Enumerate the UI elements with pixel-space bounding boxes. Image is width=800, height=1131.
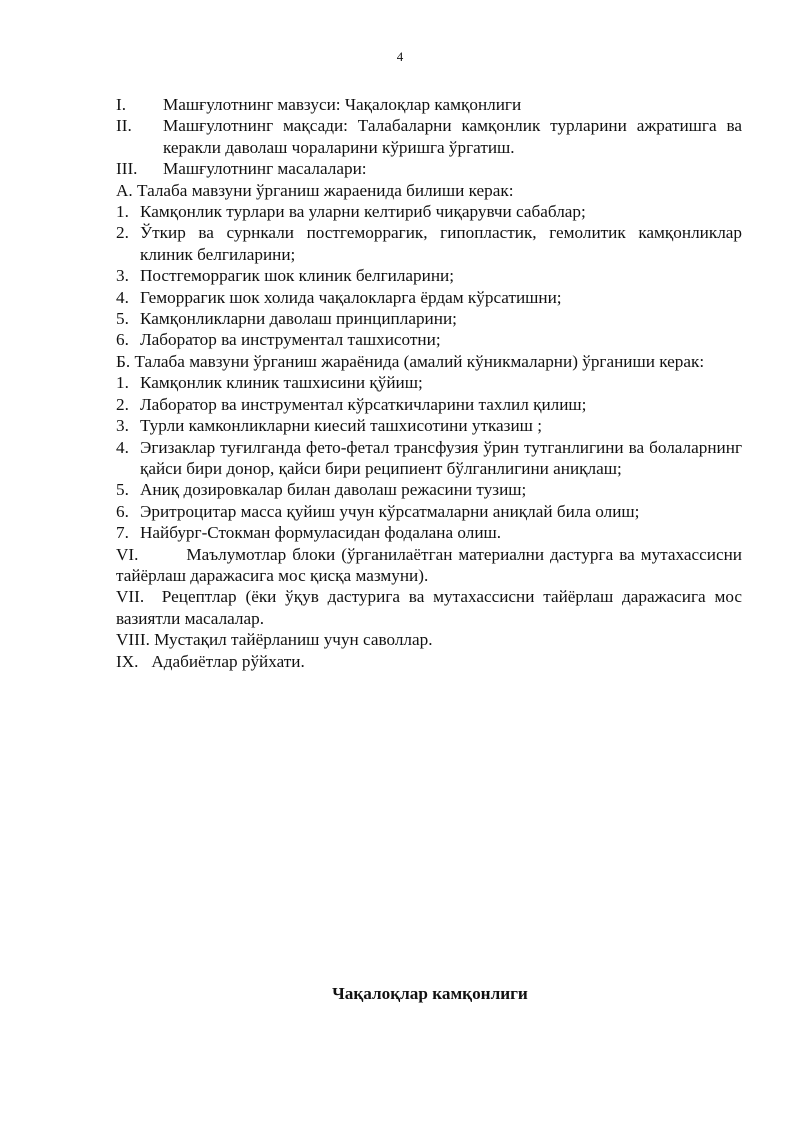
list-item-label: 1. [116,202,129,222]
section-b-item-6 [116,501,742,522]
list-item-label: 4. [116,437,129,457]
section-a-item-6 [116,329,742,350]
header-item-1 [116,94,742,115]
list-item-text: Камқонликларни даволаш принципларини; [140,309,457,329]
footer-item-viii: VIII. Мустақил тайёрланиш учун саволлар. [116,630,433,650]
list-item-text: Найбург-Стокман формуласидан фодалана олиш. [140,523,502,543]
header-item-2 [116,115,742,158]
section-b-item-1 [116,372,742,393]
list-item-text: Эгизаклар туғилганда фето-фетал трансфузия ўрин тутганлигини ва болаларнинг қайси бири донор, қайси бири реципиент бўлганлигини аниқлаш; [140,437,742,478]
list-item-label: 4. [116,287,129,307]
list-item-label: 6. [116,501,129,521]
footer-item-ix: IX. Адабиётлар рўйхати. [116,651,305,671]
section-b-item-7 [116,522,742,543]
list-item-text: Камқонлик турлари ва уларни келтириб чиқарувчи сабаблар; [140,202,586,222]
section-a-item-2 [116,222,742,265]
list-item-label: 6. [116,330,129,350]
list-item-label: 5. [116,480,129,500]
section-b-item-2 [116,394,742,415]
list-item-text: Камқонлик клиник ташхисини қўйиш; [140,373,423,393]
list-item-label: 5. [116,309,129,329]
list-item-label: 3. [116,416,129,436]
list-item-text: Турли камконликларни киесий ташхисотини утказиш ; [140,416,542,436]
section-a-item-1 [116,201,742,222]
header-item-label: II. [116,116,132,136]
page-number: 4 [396,49,404,64]
list-item-text: Лаборатор ва инструментал кўрсаткичларини тахлил қилиш; [140,394,587,414]
list-item-label: 7. [116,523,129,543]
section-a-title: А. Талаба мавзуни ўрганиш жараенида билиши керак: [116,180,514,200]
list-item-text: Ўткир ва сурнкали постгеморрагик, гипопластик, гемолитик камқонликлар клиник белгиларини; [140,223,742,264]
list-item-text: Аниқ дозировкалар билан даволаш режасини тузиш; [140,480,527,500]
list-item-label: 3. [116,266,129,286]
list-item-label: 1. [116,373,129,393]
document-body [116,94,747,672]
section-a-item-3 [116,265,742,286]
list-item-text: Эритроцитар масса қуйиш учун кўрсатмаларни аниқлай била олиш; [140,501,640,521]
footer-item-vii: VII. Рецептлар (ёки ўқув дастурига ва мутахассисни тайёрлаш даражасига мос вазиятли масалалар. [116,587,747,628]
header-item-3 [116,158,742,179]
header-item-text: Машғулотнинг мавзуси: Чақалоқлар камқонлиги [163,95,522,114]
section-b-item-4 [116,437,742,480]
header-item-text: Машғулотнинг мақсади: Талабаларни камқонлик турларини ажратишга ва керакли даволаш чораларини кўришга ўргатиш. [163,116,742,157]
list-item-label: 2. [116,223,129,243]
section-b-item-3 [116,415,742,436]
list-item-label: 2. [116,394,129,414]
section-b-item-5 [116,479,742,500]
header-item-label: III. [116,159,138,179]
footer-item-vi: VI. Маълумотлар блоки (ўрганилаётган материални дастурга ва мутахассисни тайёрлаш даражасига мос қисқа мазмуни). [116,544,747,585]
section-a-item-4 [116,287,742,308]
list-item-text: Лаборатор ва инструментал ташхисотни; [140,330,441,350]
header-item-text: Машғулотнинг масалалари: [163,159,367,179]
list-item-text: Геморрагик шок холида чақалокларга ёрдам кўрсатишни; [140,287,562,307]
header-item-label: I. [116,95,127,114]
section-a-item-5 [116,308,742,329]
section-heading: Чақалоқлар камқонлиги [332,984,528,1003]
list-item-text: Постгеморрагик шок клиник белгиларини; [140,266,454,286]
section-b-title: Б. Талаба мавзуни ўрганиш жараёнида (амалий кўникмаларни) ўрганиши керак: [116,351,705,371]
